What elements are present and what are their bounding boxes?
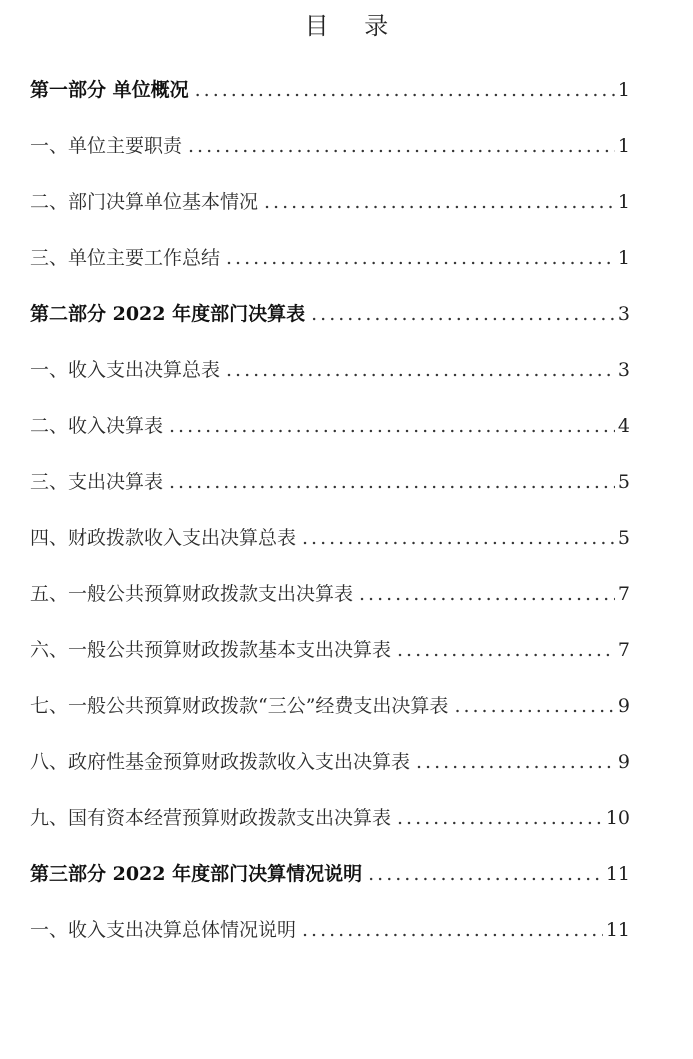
toc-entry[interactable] — [30, 236, 630, 292]
toc-entry[interactable] — [30, 796, 630, 852]
toc-entry-label: 七、一般公共预算财政拨款“三公”经费支出决算表 — [30, 695, 449, 717]
toc-leader-dots — [264, 180, 615, 224]
toc-entry[interactable] — [30, 908, 630, 964]
toc-entry-page-number: 5 — [617, 527, 630, 549]
toc-entry-page-number: 7 — [617, 583, 630, 605]
toc-leader-dots — [311, 292, 615, 336]
toc-entry-page-number: 4 — [617, 415, 630, 437]
toc-entry-page-number: 11 — [605, 919, 630, 941]
toc-leader-dots — [169, 404, 615, 448]
toc-entry-label: 四、财政拨款收入支出决算总表 — [30, 527, 297, 549]
toc-entry[interactable] — [30, 852, 630, 908]
toc-entry-page-number: 1 — [617, 247, 630, 269]
toc-entry[interactable] — [30, 180, 630, 236]
toc-leader-dots — [195, 68, 615, 112]
toc-entry-label: 六、一般公共预算财政拨款基本支出决算表 — [30, 639, 392, 661]
toc-entry[interactable] — [30, 348, 630, 404]
toc-entry-page-number: 9 — [617, 695, 630, 717]
toc-entry-label: 一、单位主要职责 — [30, 135, 183, 157]
toc-leader-dots — [302, 516, 615, 560]
toc-entry-label: 第三部分 2022 年度部门决算情况说明 — [30, 863, 363, 885]
toc-entry-page-number: 1 — [617, 135, 630, 157]
toc-title: 目 录 — [304, 12, 403, 40]
toc-leader-dots — [416, 740, 615, 784]
toc-entry[interactable] — [30, 740, 630, 796]
toc-leader-dots — [226, 348, 615, 392]
toc-leader-dots — [188, 124, 615, 168]
toc-entry[interactable] — [30, 68, 630, 124]
toc-entry-page-number: 11 — [605, 863, 630, 885]
toc-entry-page-number: 3 — [617, 359, 630, 381]
toc-entry[interactable] — [30, 460, 630, 516]
toc-leader-dots — [368, 852, 603, 896]
toc-entry-page-number: 3 — [617, 303, 630, 325]
toc-entry-page-number: 9 — [617, 751, 630, 773]
toc-entry[interactable] — [30, 516, 630, 572]
toc-entry-label: 一、收入支出决算总表 — [30, 359, 221, 381]
toc-entry-label: 三、支出决算表 — [30, 471, 164, 493]
toc-entry-label: 一、收入支出决算总体情况说明 — [30, 919, 297, 941]
toc-entry[interactable] — [30, 628, 630, 684]
toc-entry-page-number: 5 — [617, 471, 630, 493]
toc-leader-dots — [397, 796, 603, 840]
toc-list — [30, 68, 630, 964]
toc-entry-page-number: 10 — [605, 807, 630, 829]
toc-entry-label: 第一部分 单位概况 — [30, 79, 189, 101]
toc-entry[interactable] — [30, 292, 630, 348]
toc-entry-label: 第二部分 2022 年度部门决算表 — [30, 303, 306, 325]
toc-entry[interactable] — [30, 684, 630, 740]
toc-entry-page-number: 1 — [617, 79, 630, 101]
toc-entry-label: 八、政府性基金预算财政拨款收入支出决算表 — [30, 751, 411, 773]
toc-entry-label: 二、部门决算单位基本情况 — [30, 191, 259, 213]
toc-entry-label: 五、一般公共预算财政拨款支出决算表 — [30, 583, 354, 605]
toc-leader-dots — [397, 628, 615, 672]
toc-entry-label: 九、国有资本经营预算财政拨款支出决算表 — [30, 807, 392, 829]
toc-entry-label: 二、收入决算表 — [30, 415, 164, 437]
toc-entry[interactable] — [30, 404, 630, 460]
toc-leader-dots — [226, 236, 615, 280]
toc-leader-dots — [454, 684, 614, 728]
toc-leader-dots — [302, 908, 603, 952]
toc-leader-dots — [169, 460, 615, 504]
toc-entry[interactable] — [30, 572, 630, 628]
toc-entry-label: 三、单位主要工作总结 — [30, 247, 221, 269]
toc-leader-dots — [359, 572, 615, 616]
toc-entry[interactable] — [30, 124, 630, 180]
toc-entry-page-number: 7 — [617, 639, 630, 661]
toc-entry-page-number: 1 — [617, 191, 630, 213]
